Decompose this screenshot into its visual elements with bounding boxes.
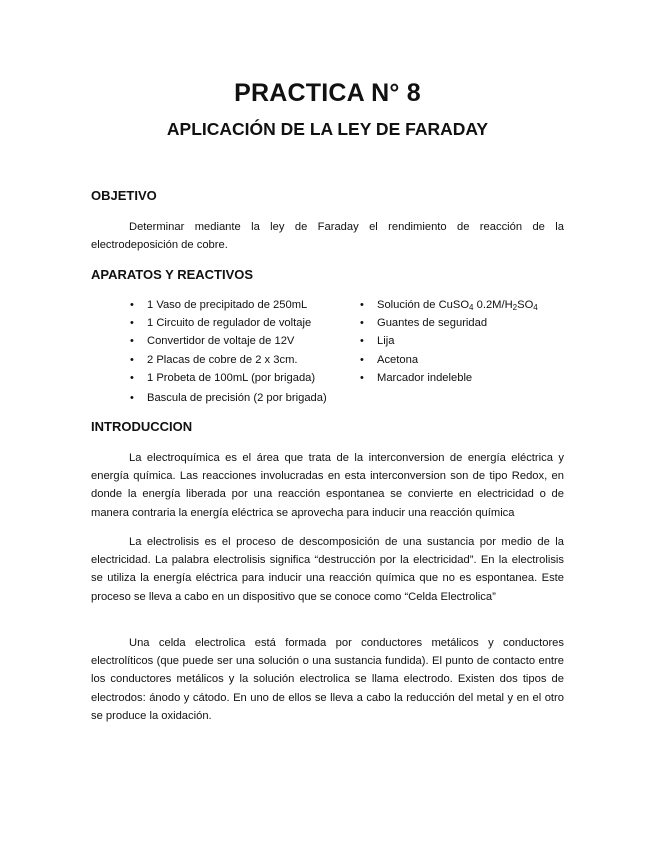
bullet-icon: • bbox=[130, 391, 134, 404]
introduccion-paragraph-3: Una celda electrolica está formada por conductores metálicos y conductores electrolíticos (que puede ser una solución o una sustancia fundida). El punto de contacto entre los conductores metálicos y la solución electrolica se llama electrodo. Existen dos tipos de electrodos: ánodo y cátodo. En uno de ellos se lleva a cabo la reducción del metal y en el otro se produce la oxidación. bbox=[91, 637, 564, 722]
list-item: • Solución de CuSO$_4$ $0.2M/H_2SO_4$ bbox=[360, 296, 538, 314]
bullet-icon: • bbox=[360, 317, 364, 330]
objetivo-heading: OBJETIVO bbox=[91, 188, 157, 203]
aparatos-list-right bbox=[360, 296, 538, 387]
list-item: • Lija bbox=[360, 332, 538, 350]
objetivo-text: Determinar mediante la ley de Faraday el rendimiento de reacción de la electrodeposición de cobre. bbox=[91, 221, 564, 252]
bullet-icon: • bbox=[130, 299, 134, 311]
page-title: PRACTICA N° 8 bbox=[234, 79, 421, 107]
list-item: • 1 Circuito de regulador de voltaje bbox=[130, 314, 327, 332]
introduccion-paragraph-1: La electroquímica es el área que trata de la interconversion de energía eléctrica y energía química. Las reacciones involucradas en esta interconversion son de tipo Redox, en donde la energía liberada por una reacción espontanea se convierte en electricidad o de manera contraria la energía eléctrica se aprovecha para inducir una reacción química bbox=[91, 452, 564, 519]
bullet-icon: • bbox=[360, 371, 364, 384]
list-item: • Convertidor de voltaje de 12V bbox=[130, 332, 327, 350]
list-item: • 1 Vaso de precipitado de 250mL bbox=[130, 296, 327, 314]
bullet-icon: • bbox=[130, 353, 134, 366]
aparatos-heading: APARATOS Y REACTIVOS bbox=[91, 267, 254, 282]
introduccion-heading: INTRODUCCION bbox=[91, 419, 193, 434]
list-item: • 1 Probeta de 100mL (por brigada) bbox=[130, 369, 327, 387]
list-item: • Bascula de precisión (2 por brigada) bbox=[130, 388, 327, 409]
bullet-icon: • bbox=[130, 371, 134, 384]
aparatos-list-left bbox=[130, 296, 327, 409]
bullet-icon: • bbox=[130, 317, 134, 330]
bullet-icon: • bbox=[130, 335, 134, 348]
bullet-icon: • bbox=[360, 299, 364, 311]
bullet-icon: • bbox=[360, 353, 364, 366]
introduccion-paragraph-2: La electrolisis es el proceso de descomposición de una sustancia por medio de la electricidad. La palabra electrolisis significa “destrucción por la electricidad”. En la electrolisis se utiliza la energía eléctrica para inducir una reacción química que no es espontanea. Este proceso se lleva a cabo en un dispositivo que se conoce como “Celda Electrolica” bbox=[91, 536, 564, 603]
list-item: • Marcador indeleble bbox=[360, 369, 538, 387]
page-subtitle: APLICACIÓN DE LA LEY DE FARADAY bbox=[166, 119, 489, 139]
list-item: • 2 Placas de cobre de 2 x 3cm. bbox=[130, 351, 327, 369]
bullet-icon: • bbox=[360, 335, 364, 348]
list-item: • Guantes de seguridad bbox=[360, 314, 538, 332]
list-item: • Acetona bbox=[360, 351, 538, 369]
